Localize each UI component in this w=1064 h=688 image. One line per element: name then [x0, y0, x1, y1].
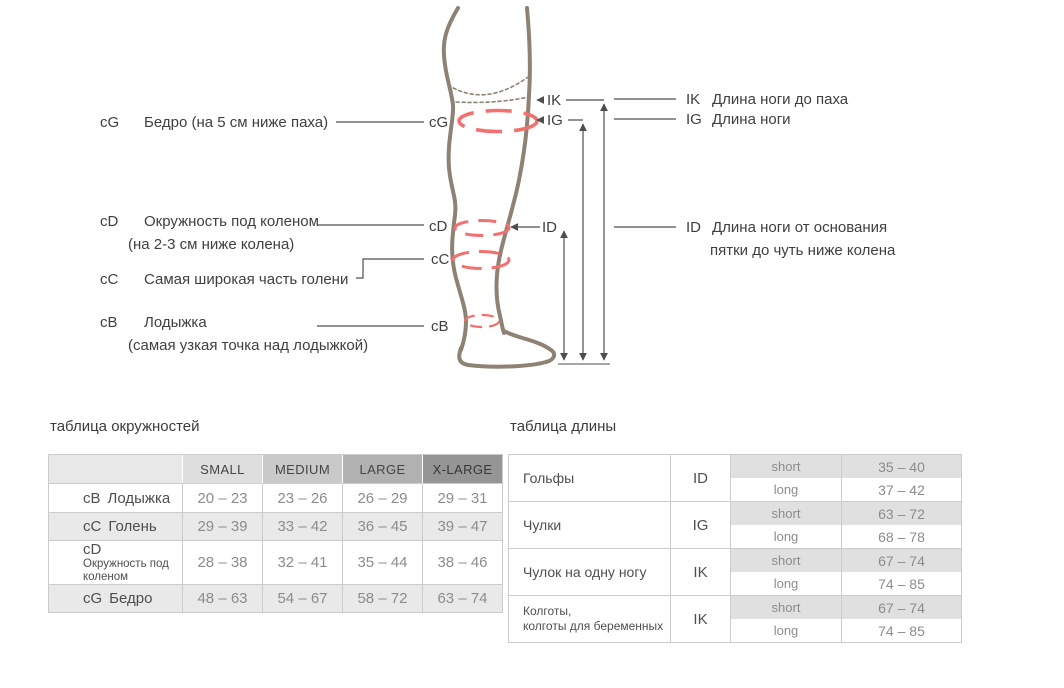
col-header-large: LARGE	[343, 455, 423, 484]
length-type-cell: short	[731, 596, 842, 619]
measure-code-cell: IK	[671, 549, 731, 596]
groin-dashed-line	[456, 97, 529, 102]
table-row	[509, 549, 961, 572]
label-IG	[686, 108, 791, 131]
header-row	[49, 455, 502, 484]
product-name-cell: Гольфы	[509, 455, 671, 502]
length-table-section	[508, 418, 962, 643]
table-row-cG	[49, 585, 502, 612]
label-cC-text: Самая широкая часть голени	[144, 271, 349, 288]
label-IK-code: IK	[686, 91, 701, 108]
size-value-cell: 29 – 39	[183, 513, 263, 541]
label-IG-text: Длина ноги	[712, 111, 791, 128]
row-label-cell	[49, 585, 183, 612]
label-ID-text-line2: пятки до чуть ниже колена	[710, 242, 896, 259]
marker-IG: IG	[547, 112, 563, 129]
col-header-small: SMALL	[183, 455, 263, 484]
length-value-cell: 67 – 74	[842, 596, 961, 619]
row-label: Голень	[108, 518, 157, 535]
marker-cC: cC	[431, 251, 450, 268]
table-row	[509, 455, 961, 478]
length-type-cell: long	[731, 478, 842, 502]
leg-figure	[444, 8, 554, 367]
label-cG-code: cG	[100, 114, 120, 131]
row-code: cD	[83, 541, 102, 558]
row-label-cell	[49, 513, 183, 541]
label-cG-text: Бедро (на 5 см ниже паха)	[144, 114, 329, 131]
row-label: Лодыжка	[107, 489, 171, 507]
circumference-table-section	[48, 418, 502, 613]
size-value-cell: 26 – 29	[343, 484, 423, 513]
leg-outline-right	[496, 8, 529, 333]
marker-ID: ID	[542, 219, 557, 236]
foot-outline	[459, 331, 554, 367]
table-row-cD	[49, 541, 502, 585]
length-type-cell: short	[731, 502, 842, 525]
label-cD	[100, 210, 319, 256]
measure-code-cell: IK	[671, 596, 731, 642]
length-type-cell: long	[731, 572, 842, 596]
circumference-table-title: таблица окружностей	[50, 418, 200, 435]
label-cB-text-line2: (самая узкая точка над лодыжкой)	[128, 337, 369, 354]
label-IG-code: IG	[686, 111, 702, 128]
row-label-cell	[49, 541, 183, 585]
row-label: Бедро	[109, 590, 153, 607]
col-header-xlarge: X-LARGE	[423, 455, 502, 484]
label-cD-code: cD	[100, 213, 119, 230]
label-ID	[686, 216, 895, 262]
row-label-cell	[49, 484, 183, 513]
size-value-cell: 29 – 31	[423, 484, 502, 513]
label-cG	[100, 111, 328, 134]
marker-cG: cG	[429, 114, 449, 131]
product-name-cell	[509, 596, 671, 642]
col-header-medium: MEDIUM	[263, 455, 343, 484]
label-cB-code: cB	[100, 314, 118, 331]
size-value-cell: 36 – 45	[343, 513, 423, 541]
size-value-cell: 32 – 41	[263, 541, 343, 585]
product-name-cell: Чулок на одну ногу	[509, 549, 671, 596]
ellipse-cG	[459, 111, 537, 132]
length-value-cell: 67 – 74	[842, 549, 961, 572]
size-value-cell: 58 – 72	[343, 585, 423, 612]
size-value-cell: 48 – 63	[183, 585, 263, 612]
product-name-line2: колготы для беременных	[523, 619, 664, 633]
label-IK-text: Длина ноги до паха	[712, 91, 849, 108]
label-cD-text: Окружность под коленом	[144, 213, 319, 230]
row-code: cB	[83, 489, 101, 507]
length-type-cell: long	[731, 619, 842, 642]
length-value-cell: 68 – 78	[842, 525, 961, 549]
length-type-cell: short	[731, 549, 842, 572]
marker-cB: cB	[431, 318, 449, 335]
label-cD-text-line2: (на 2-3 см ниже колена)	[128, 236, 295, 253]
length-type-cell: short	[731, 455, 842, 478]
measure-code-cell: ID	[671, 455, 731, 502]
label-cB-text: Лодыжка	[144, 314, 207, 331]
label-ID-text: Длина ноги от основания	[712, 219, 888, 236]
ellipse-cD	[455, 221, 509, 236]
circumference-table	[48, 454, 503, 613]
label-cC-code: cC	[100, 271, 119, 288]
label-ID-code: ID	[686, 219, 701, 236]
size-value-cell: 33 – 42	[263, 513, 343, 541]
table-row	[509, 502, 961, 525]
size-value-cell: 39 – 47	[423, 513, 502, 541]
length-value-cell: 63 – 72	[842, 502, 961, 525]
table-row-cC	[49, 513, 502, 541]
measure-code-cell: IG	[671, 502, 731, 549]
row-label: Окружность под коленом	[83, 558, 169, 583]
length-type-cell: long	[731, 525, 842, 549]
row-code: cC	[83, 518, 102, 535]
product-name-line1: Колготы,	[523, 604, 572, 618]
table-row-cB	[49, 484, 502, 513]
length-table-title: таблица длины	[510, 418, 617, 435]
length-value-cell: 35 – 40	[842, 455, 961, 478]
marker-cD: cD	[429, 218, 448, 235]
connector-cC	[356, 259, 424, 278]
size-value-cell: 38 – 46	[423, 541, 502, 585]
length-value-cell: 74 – 85	[842, 619, 961, 642]
size-value-cell: 20 – 23	[183, 484, 263, 513]
label-cC	[100, 268, 348, 291]
groin-dashed-curve	[448, 77, 528, 95]
table-row	[509, 596, 961, 619]
length-value-cell: 74 – 85	[842, 572, 961, 596]
leg-outline-left	[444, 8, 466, 350]
size-value-cell: 63 – 74	[423, 585, 502, 612]
label-cB	[100, 311, 368, 357]
size-value-cell: 35 – 44	[343, 541, 423, 585]
size-value-cell: 54 – 67	[263, 585, 343, 612]
row-code: cG	[83, 590, 103, 607]
product-name-cell: Чулки	[509, 502, 671, 549]
size-value-cell: 23 – 26	[263, 484, 343, 513]
col-header-empty	[49, 455, 183, 484]
ellipse-cB	[465, 315, 499, 327]
size-value-cell: 28 – 38	[183, 541, 263, 585]
marker-IK: IK	[547, 92, 562, 109]
length-value-cell: 37 – 42	[842, 478, 961, 502]
length-table	[508, 454, 962, 643]
